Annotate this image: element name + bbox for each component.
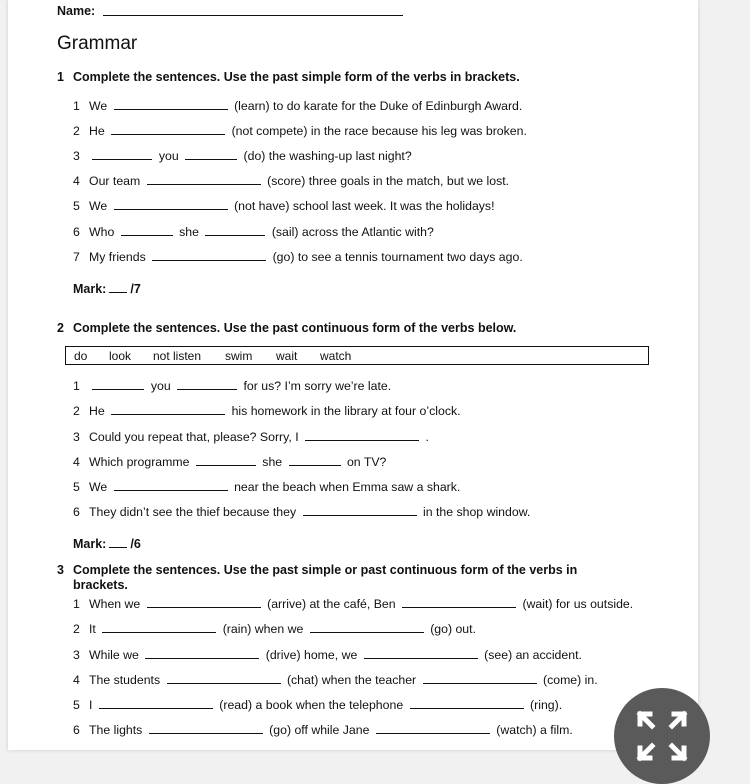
answer-blank[interactable] (402, 607, 516, 608)
answer-blank[interactable] (196, 465, 256, 466)
answer-blank[interactable] (303, 515, 417, 516)
worksheet-page (8, 0, 698, 750)
answer-blank[interactable] (147, 184, 261, 185)
answer-blank[interactable] (114, 209, 228, 210)
exercise-item: 4 Our team (score) three goals in the match, but we lost. (73, 174, 510, 188)
answer-blank[interactable] (92, 389, 144, 390)
name-label: Name: (57, 4, 96, 18)
answer-blank[interactable] (177, 389, 237, 390)
word-box-item: swim (225, 349, 253, 363)
answer-blank[interactable] (111, 134, 225, 135)
answer-blank[interactable] (92, 159, 152, 160)
section-number: 1 (57, 70, 64, 84)
exercise-item: 5 We near the beach when Emma saw a shark. (73, 480, 461, 494)
exercise-item: 2 It (rain) when we (go) out. (73, 622, 476, 636)
answer-blank[interactable] (289, 465, 341, 466)
answer-blank[interactable] (376, 733, 490, 734)
exercise-item: 1 We (learn) to do karate for the Duke of Edinburgh Award. (73, 99, 523, 113)
mark-score: Mark: /7 (73, 282, 141, 296)
exercise-item: 5 I (read) a book when the telephone (ring). (73, 698, 563, 712)
answer-blank[interactable] (114, 109, 228, 110)
word-box-item: look (109, 349, 132, 363)
exercise-item: 2 He his homework in the library at four o’clock. (73, 404, 461, 418)
mark-blank[interactable] (109, 292, 127, 293)
exercise-item: 1 you for us? I’m sorry we’re late. (73, 379, 392, 393)
answer-blank[interactable] (423, 683, 537, 684)
answer-blank[interactable] (149, 733, 263, 734)
word-box (65, 346, 649, 365)
exercise-item: 3 Could you repeat that, please? Sorry, I . (73, 430, 429, 444)
section-3-instruction: 3 Complete the sentences. Use the past simple or past continuous form of the verbs in brackets. (57, 563, 578, 592)
expand-arrows-icon (634, 708, 690, 764)
answer-blank[interactable] (147, 607, 261, 608)
exercise-item: 5 We (not have) school last week. It was the holidays! (73, 199, 495, 213)
answer-blank[interactable] (364, 658, 478, 659)
mark-blank[interactable] (109, 547, 127, 548)
answer-blank[interactable] (114, 490, 228, 491)
mark-score: Mark: /6 (73, 537, 141, 551)
word-box-item: wait (276, 349, 298, 363)
exercise-item: 6 Who she (sail) across the Atlantic with? (73, 225, 434, 239)
word-box-item: not listen (153, 349, 202, 363)
answer-blank[interactable] (167, 683, 281, 684)
exercise-item: 3 While we (drive) home, we (see) an accident. (73, 648, 582, 662)
exercise-item: 6 They didn’t see the thief because they in the shop window. (73, 505, 531, 519)
exercise-item: 1 When we (arrive) at the café, Ben (wait) for us outside. (73, 597, 634, 611)
section-2-instruction: 2 Complete the sentences. Use the past continuous form of the verbs below. (57, 321, 517, 335)
exercise-item: 7 My friends (go) to see a tennis tournament two days ago. (73, 250, 523, 264)
answer-blank[interactable] (185, 159, 237, 160)
word-box-item: do (74, 349, 88, 363)
answer-blank[interactable] (111, 414, 225, 415)
exercise-item: 2 He (not compete) in the race because his leg was broken. (73, 124, 527, 138)
exercise-item: 4 The students (chat) when the teacher (come) in. (73, 673, 598, 687)
section-1-instruction: 1 Complete the sentences. Use the past simple form of the verbs in brackets. (57, 70, 520, 84)
answer-blank[interactable] (99, 708, 213, 709)
word-box-item: watch (320, 349, 352, 363)
answer-blank[interactable] (410, 708, 524, 709)
answer-blank[interactable] (145, 658, 259, 659)
answer-blank[interactable] (205, 235, 265, 236)
answer-blank[interactable] (152, 260, 266, 261)
name-line (103, 15, 403, 16)
exercise-item: 6 The lights (go) off while Jane (watch) a film. (73, 723, 573, 737)
exercise-item: 4 Which programme she on TV? (73, 455, 387, 469)
answer-blank[interactable] (305, 440, 419, 441)
answer-blank[interactable] (121, 235, 173, 236)
exercise-item: 3 you (do) the washing-up last night? (73, 149, 412, 163)
answer-blank[interactable] (102, 632, 216, 633)
page-title: Grammar (57, 33, 138, 54)
answer-blank[interactable] (310, 632, 424, 633)
expand-button[interactable] (614, 688, 710, 784)
